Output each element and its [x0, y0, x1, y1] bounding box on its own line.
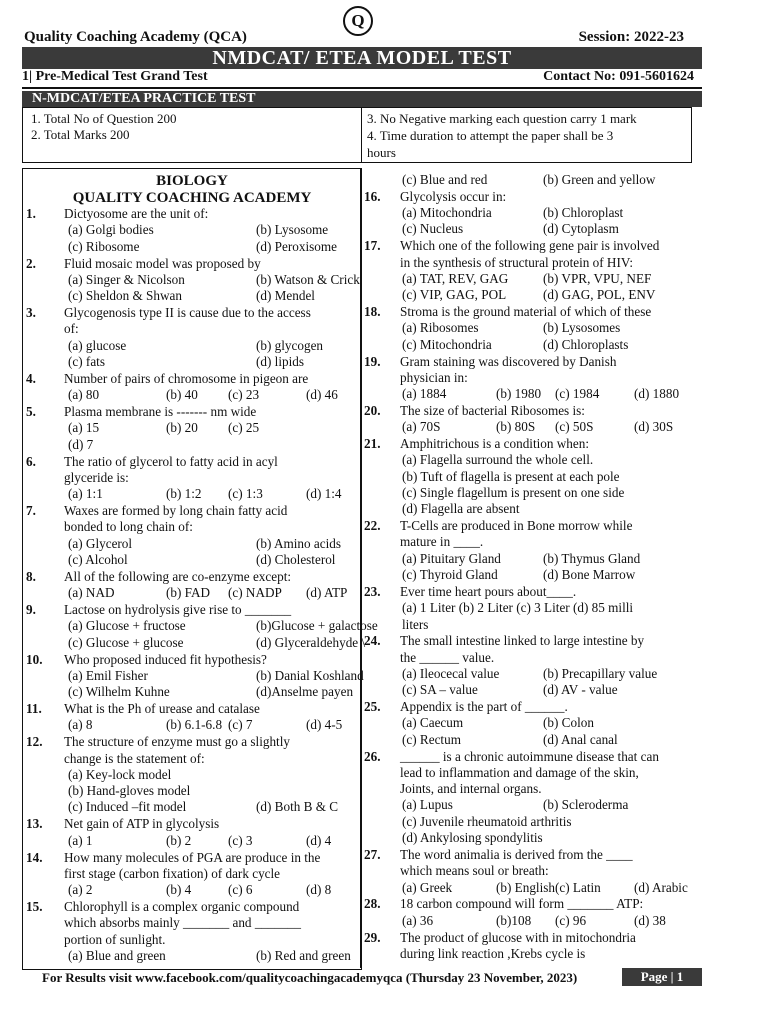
question-number: 3. — [26, 305, 36, 320]
answer-option: (d) 46 — [306, 387, 338, 403]
answer-option: (a) 1884 — [402, 386, 447, 402]
question-text: physician in: — [400, 369, 468, 385]
answer-option: (c) Thyroid Gland — [402, 567, 498, 583]
question-text: which means soul or breath: — [400, 863, 549, 879]
instructions-divider — [361, 108, 362, 162]
question-number: 12. — [26, 734, 43, 750]
answer-option: (a) Emil Fisher — [68, 667, 148, 683]
subject-heading: BIOLOGY — [156, 173, 228, 189]
answer-option: (c) 3 — [228, 832, 253, 848]
answer-option: (a) 1:1 — [68, 486, 103, 502]
question-text: Fluid mosaic model was proposed by — [64, 255, 261, 271]
answer-option: (c) 1984 — [555, 386, 600, 402]
answer-option: (b) Red and green — [256, 947, 351, 963]
question-text: The product of glucose with in mitochondria — [400, 929, 636, 945]
answer-option: (a) Key-lock model — [68, 766, 172, 782]
answer-option: (b) 6.1-6.8 — [166, 717, 223, 733]
question-number: 5. — [26, 404, 36, 419]
question-text: ______ is a chronic autoimmune disease that can — [400, 748, 659, 764]
question-number: 14. — [26, 849, 43, 865]
question-text: mature in ____. — [400, 534, 484, 550]
answer-option: (a) Ribosomes — [402, 320, 479, 336]
answer-option: (c) 23 — [228, 387, 260, 403]
question-text: Dictyosome are the unit of: — [64, 206, 209, 221]
footer-text: For Results visit www.facebook.com/qualitycoachingacademyqca (Thursday 23 November, 2023) — [42, 970, 578, 985]
answer-option: (a) Mitochondria — [402, 205, 492, 221]
instruction-3: 3. No Negative marking each question carry 1 mark — [367, 111, 637, 126]
answer-option: (c) 96 — [555, 912, 587, 928]
answer-option: (b) Green and yellow — [543, 172, 656, 187]
instructions-box — [22, 107, 692, 163]
answer-option: (d) 4-5 — [306, 717, 343, 733]
answer-option: (b) 80S — [496, 419, 536, 435]
academy-logo: Q — [343, 6, 373, 36]
answer-option: (c) SA – value — [402, 682, 478, 698]
answer-option: (a) Glycerol — [68, 535, 133, 551]
answer-option: (d) GAG, POL, ENV — [543, 287, 656, 303]
answer-option: (d) Chloroplasts — [543, 336, 629, 352]
question-number: 15. — [26, 899, 43, 914]
question-text: Ever time heart pours about____. — [400, 583, 577, 599]
answer-option: (b) Lysosomes — [543, 320, 621, 336]
answer-option: (b) 40 — [166, 387, 198, 403]
question-text: Glycolysis occur in: — [400, 188, 507, 204]
answer-option: (d) 1880 — [634, 386, 680, 402]
question-text: What is the Ph of urease and catalase — [64, 701, 260, 716]
answer-option: (d) Bone Marrow — [543, 567, 636, 583]
academy-name: Quality Coaching Academy (QCA) — [24, 29, 247, 45]
question-number: 16. — [364, 188, 381, 204]
answer-option: (d) Glyceraldehyde \ — [256, 634, 366, 650]
answer-option: (c) fats — [68, 353, 105, 369]
question-number: 7. — [26, 503, 36, 518]
question-number: 1. — [26, 206, 36, 221]
grand-test-label: 1| Pre-Medical Test Grand Test — [22, 69, 208, 84]
answer-option: (b) 4 — [166, 882, 192, 898]
answer-option: (d) 8 — [306, 882, 332, 898]
answer-option: (a) 8 — [68, 717, 93, 733]
answer-option: (b) Watson & Crick — [256, 271, 360, 287]
answer-option: (a) Lupus — [402, 797, 453, 813]
answer-option: (b) Scleroderma — [543, 797, 629, 813]
answer-option: (d) Peroxisome — [256, 238, 337, 254]
answer-option: (c) Nucleus — [402, 221, 464, 237]
question-text: Net gain of ATP in glycolysis — [64, 816, 220, 832]
answer-option: (c) Wilhelm Kuhne — [68, 684, 170, 700]
answer-option: (a) 1 Liter (b) 2 Liter (c) 3 Liter (d) 85 milli — [402, 600, 634, 616]
answer-option: (a) Blue and green — [68, 947, 166, 963]
question-text: in the synthesis of structural protein of HIV: — [400, 254, 634, 270]
answer-option: (d) 30S — [634, 419, 674, 435]
question-number: 6. — [26, 453, 36, 469]
answer-option: (c) Alcohol — [68, 551, 128, 567]
question-text: Gram staining was discovered by Danish — [400, 353, 617, 369]
answer-option: (d) 1:4 — [306, 486, 342, 502]
answer-option: (b) 20 — [166, 420, 198, 436]
answer-option: (d) ATP — [306, 585, 348, 601]
answer-option: (c) Rectum — [402, 731, 461, 747]
answer-option: (d) Mendel — [256, 288, 315, 304]
answer-option: (a) 80 — [68, 387, 100, 403]
question-text: T-Cells are produced in Bone morrow while — [400, 518, 633, 534]
question-number: 24. — [364, 633, 381, 649]
question-number: 18. — [364, 304, 381, 320]
question-number: 20. — [364, 402, 381, 418]
answer-option: (d) lipids — [256, 353, 304, 369]
page-number: Page | 1 — [622, 968, 702, 986]
answer-option: (b) VPR, VPU, NEF — [543, 270, 652, 286]
question-number: 13. — [26, 816, 43, 832]
answer-option: (b) Hand-gloves model — [68, 783, 191, 799]
question-text: How many molecules of PGA are produce in the — [64, 849, 321, 865]
question-text: Waxes are formed by long chain fatty acid — [64, 503, 288, 518]
answer-option: (c) 25 — [228, 420, 260, 436]
question-text: first stage (carbon fixation) of dark cycle — [64, 865, 281, 881]
question-number: 11. — [26, 701, 42, 716]
answer-option: (d) Ankylosing spondylitis — [402, 830, 543, 846]
answer-option: (a) 1 — [68, 832, 93, 848]
answer-option: liters — [402, 616, 429, 632]
answer-option: (c) 1:3 — [228, 486, 263, 502]
answer-option: (b) Precapillary value — [543, 665, 658, 681]
instruction-4: 4. Time duration to attempt the paper shall be 3 — [367, 128, 614, 143]
answer-option: (b) Danial Koshland — [256, 667, 364, 683]
question-number: 27. — [364, 846, 381, 862]
answer-option: (a) glucose — [68, 337, 127, 353]
question-number: 28. — [364, 896, 381, 912]
answer-option: (b) Amino acids — [256, 535, 341, 551]
answer-option: (c) Juvenile rheumatoid arthritis — [402, 813, 572, 829]
question-text: The word animalia is derived from the ____ — [400, 846, 633, 862]
question-text: which absorbs mainly _______ and _______ — [64, 915, 301, 931]
answer-option: (b)Glucose + galactose — [256, 618, 378, 634]
answer-option: (a) Greek — [402, 879, 453, 895]
answer-option: (a) NAD — [68, 585, 115, 601]
question-text: Plasma membrane is ------- nm wide — [64, 404, 257, 419]
question-number: 19. — [364, 353, 381, 369]
answer-option: (d) Arabic — [634, 879, 688, 895]
question-text: The ratio of glycerol to fatty acid in acyl — [64, 453, 278, 469]
answer-option: (d) 7 — [68, 436, 94, 452]
practice-test-band: N-MDCAT/ETEA PRACTICE TEST — [22, 91, 702, 107]
section-academy-heading: QUALITY COACHING ACADEMY — [72, 190, 312, 206]
question-text: The small intestine linked to large intestine by — [400, 633, 645, 649]
answer-option: (a) Flagella surround the whole cell. — [402, 452, 594, 468]
answer-option: (a) 2 — [68, 882, 93, 898]
answer-option: (b)108 — [496, 912, 532, 928]
answer-option: (b) Lysosome — [256, 222, 329, 238]
answer-option: (c) 6 — [228, 882, 253, 898]
answer-option: (a) Singer & Nicolson — [68, 271, 185, 287]
answer-option: (d)Anselme payen — [256, 684, 354, 700]
question-number: 25. — [364, 699, 381, 715]
answer-option: (a) TAT, REV, GAG — [402, 270, 509, 286]
answer-option: (b) 1:2 — [166, 486, 202, 502]
question-text: change is the statement of: — [64, 750, 205, 766]
answer-option: (b) Thymus Gland — [543, 550, 641, 566]
question-number: 10. — [26, 651, 43, 667]
question-number: 8. — [26, 568, 36, 584]
answer-option: (c) Mitochondria — [402, 336, 492, 352]
answer-option: (c) Ribosome — [68, 238, 140, 254]
answer-option: (a) Ileocecal value — [402, 665, 500, 681]
answer-option: (c) NADP — [228, 585, 282, 601]
answer-option: (d) Cytoplasm — [543, 221, 619, 237]
answer-option: (a) Caecum — [402, 715, 464, 731]
answer-option: (d) AV - value — [543, 682, 618, 698]
question-text: Glycogenosis type II is cause due to the access — [64, 305, 311, 320]
answer-option: (a) Pituitary Gland — [402, 550, 501, 566]
answer-option: (a) Golgi bodies — [68, 222, 154, 238]
answer-option: (a) Glucose + fructose — [68, 618, 186, 634]
question-number: 29. — [364, 929, 381, 945]
question-number: 4. — [26, 370, 36, 386]
question-text: Chlorophyll is a complex organic compound — [64, 899, 300, 914]
question-text: during link reaction ,Krebs cycle is — [400, 945, 586, 961]
question-text: of: — [64, 321, 79, 337]
question-text: Appendix is the part of ______. — [400, 699, 568, 715]
test-title: NMDCAT/ ETEA MODEL TEST — [22, 47, 702, 69]
session-label: Session: 2022-23 — [578, 29, 684, 45]
answer-option: (c) 7 — [228, 717, 253, 733]
question-text: portion of sunlight. — [64, 931, 166, 947]
contact-number: Contact No: 091-5601624 — [543, 69, 694, 84]
answer-option: (b) English — [496, 879, 555, 895]
question-text: the ______ value. — [400, 649, 495, 665]
question-number: 17. — [364, 238, 381, 254]
question-text: Stroma is the ground material of which of these — [400, 304, 652, 320]
question-text: lead to inflammation and damage of the skin, — [400, 764, 639, 780]
answer-option: (d) Anal canal — [543, 731, 618, 747]
question-text: Which one of the following gene pair is involved — [400, 238, 660, 254]
answer-option: (a) 70S — [402, 419, 441, 435]
question-text: The size of bacterial Ribosomes is: — [400, 402, 585, 418]
instruction-1: 1. Total No of Question 200 — [31, 111, 177, 126]
question-text: The structure of enzyme must go a slightly — [64, 734, 290, 750]
answer-option: (c) Single flagellum is present on one side — [402, 485, 625, 500]
answer-option: (b) glycogen — [256, 337, 324, 353]
question-text: Who proposed induced fit hypothesis? — [64, 651, 267, 667]
answer-option: (b) Colon — [543, 715, 594, 731]
answer-option: (b) FAD — [166, 585, 211, 601]
answer-option: (c) Blue and red — [402, 172, 488, 187]
column-divider — [360, 168, 362, 968]
answer-option: (d) 4 — [306, 832, 332, 848]
question-number: 9. — [26, 602, 36, 617]
answer-option: (c) Sheldon & Shwan — [68, 288, 182, 304]
answer-option: (d) Cholesterol — [256, 551, 336, 567]
question-text: Lactose on hydrolysis give rise to _______ — [64, 602, 292, 617]
answer-option: (b) 2 — [166, 832, 192, 848]
answer-option: (b) Tuft of flagella is present at each pole — [402, 468, 620, 484]
question-text: glyceride is: — [64, 469, 129, 485]
answer-option: (a) 36 — [402, 912, 434, 928]
answer-option: (c) Glucose + glucose — [68, 634, 184, 650]
answer-option: (c) Induced –fit model — [68, 799, 187, 815]
question-number: 21. — [364, 436, 381, 452]
answer-option: (c) 50S — [555, 419, 594, 435]
question-text: All of the following are co-enzyme except: — [64, 568, 292, 584]
question-number: 2. — [26, 255, 36, 271]
answer-option: (c) Latin — [555, 879, 601, 895]
answer-option: (b) Chloroplast — [543, 205, 624, 221]
question-number: 23. — [364, 583, 381, 599]
question-text: Number of pairs of chromosome in pigeon are — [64, 370, 309, 386]
question-text: Amphitrichous is a condition when: — [400, 436, 589, 452]
question-text: Joints, and internal organs. — [400, 781, 542, 797]
instruction-4-cont: hours — [367, 145, 396, 160]
answer-option: (a) 15 — [68, 420, 100, 436]
answer-option: (d) Both B & C — [256, 799, 339, 815]
question-number: 26. — [364, 748, 381, 764]
answer-option: (c) VIP, GAG, POL — [402, 287, 507, 303]
answer-option: (d) Flagella are absent — [402, 501, 520, 517]
answer-option: (b) 1980 — [496, 386, 542, 402]
question-text: 18 carbon compound will form _______ ATP: — [400, 896, 644, 912]
instruction-2: 2. Total Marks 200 — [31, 127, 130, 142]
question-text: bonded to long chain of: — [64, 519, 193, 535]
question-number: 22. — [364, 518, 381, 534]
answer-option: (d) 38 — [634, 912, 666, 928]
